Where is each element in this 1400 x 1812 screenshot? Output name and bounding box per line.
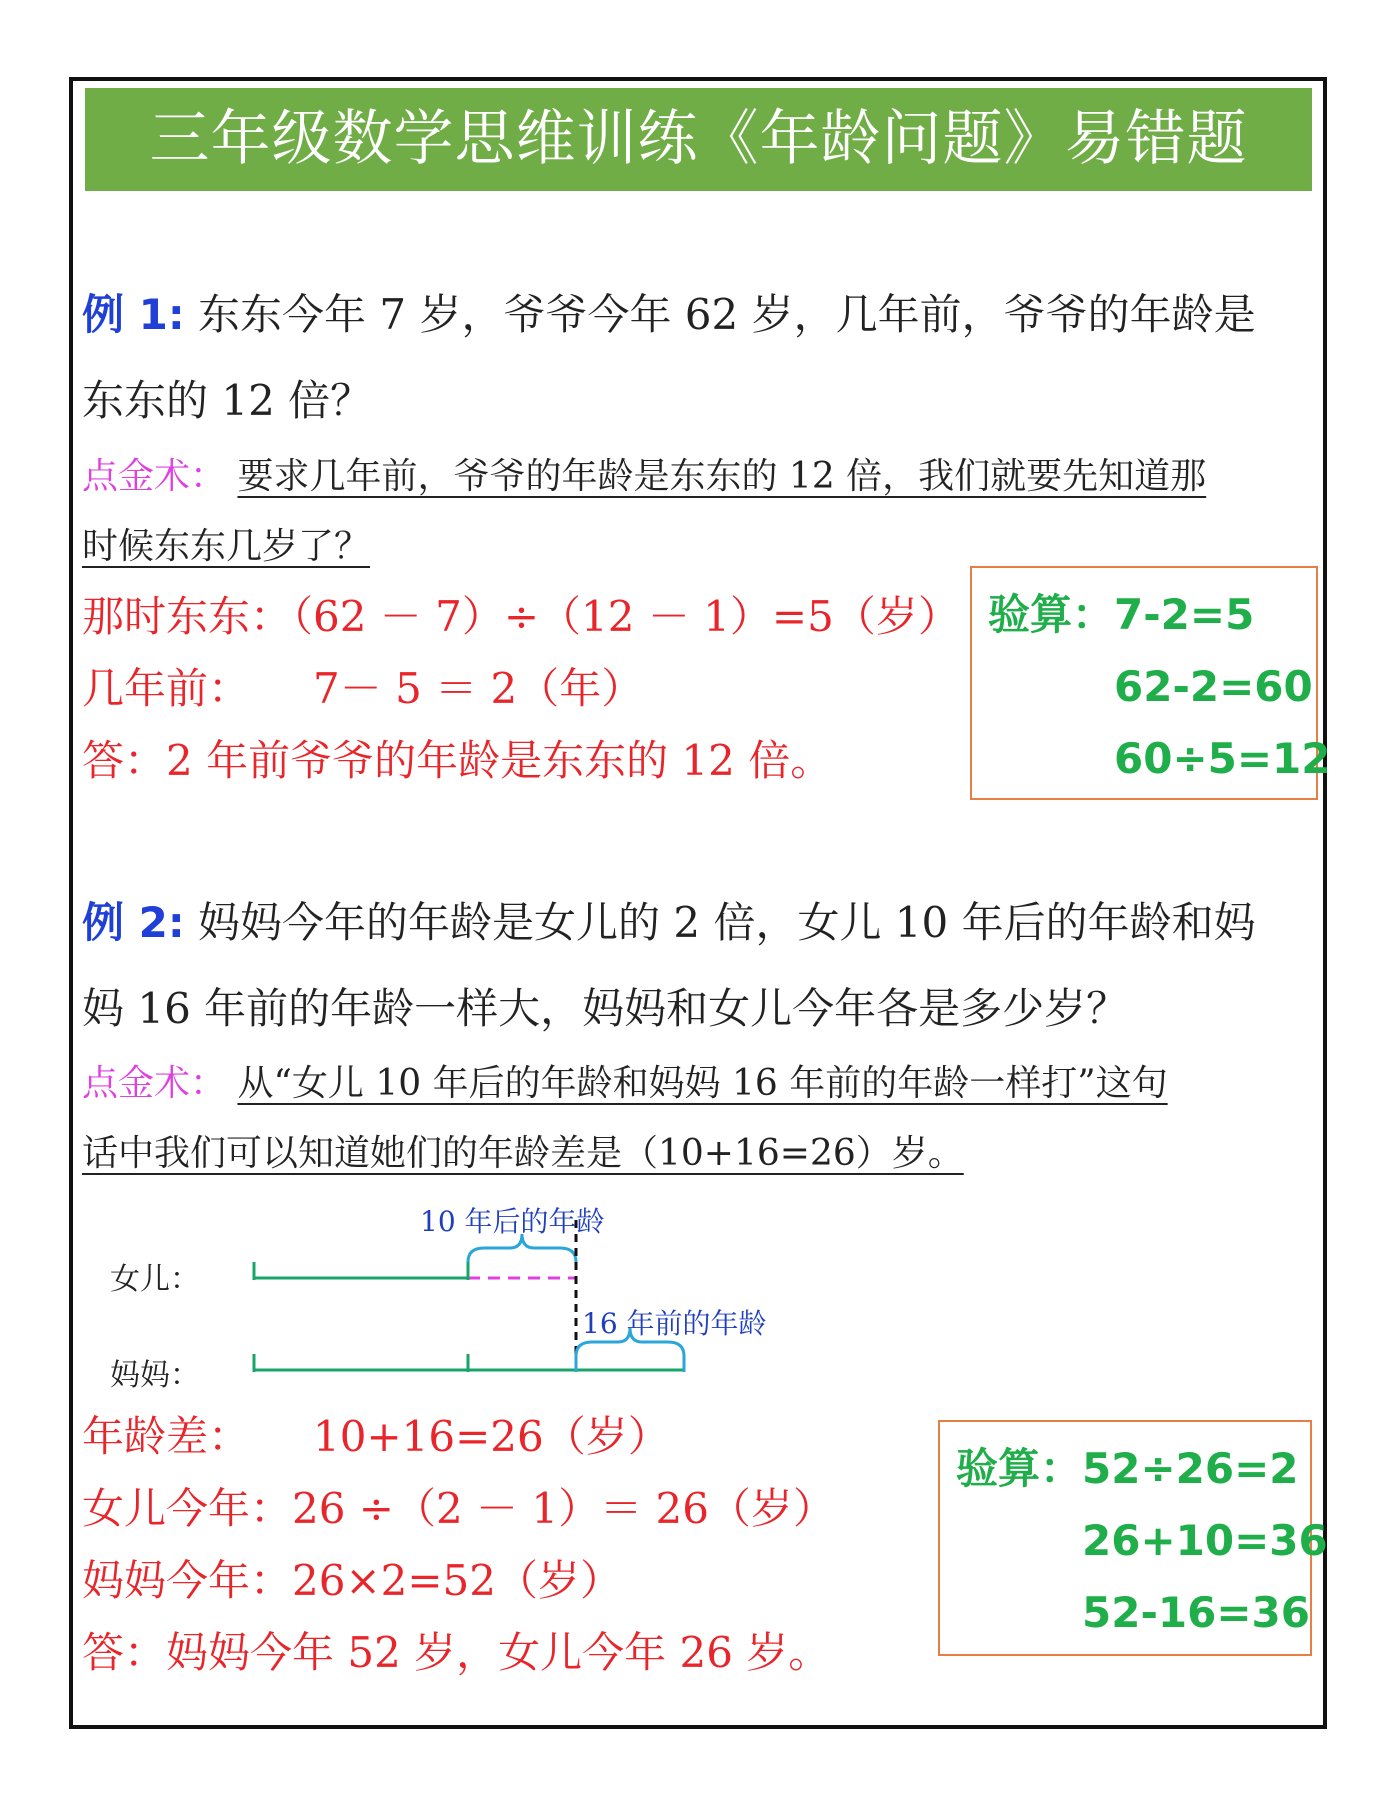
example1-check-1: 7-2=5 (1114, 590, 1255, 639)
example1-check-label: 验算： (988, 590, 1115, 639)
example2-label: 例 2: (82, 898, 185, 947)
example1-solution-step2: 几年前： 7－ 5 ＝ 2（年） (82, 664, 644, 713)
example2-tip-text: 从“女儿 10 年后的年龄和妈妈 16 年前的年龄一样打”这句 (237, 1063, 1168, 1104)
mother-label: 妈妈： (110, 1358, 200, 1393)
example1-tip-label: 点金术： (82, 456, 227, 497)
example1-tip-line2 (82, 525, 370, 568)
example2-tip-line1 (82, 1062, 1168, 1105)
before-age-label: 16 年前的年龄 (582, 1307, 767, 1340)
example2-check-2: 26+10=36 (1082, 1516, 1328, 1565)
example1-check-3: 60÷5=12 (1114, 734, 1331, 783)
example2-solution-step2: 女儿今年：26 ÷（2 － 1）＝ 26（岁） (82, 1484, 835, 1533)
example1-question-line2: 东东的 12 倍？ (82, 376, 373, 425)
example2-tip-text2: 话中我们可以知道她们的年龄差是（10+16=26）岁。 (82, 1133, 964, 1174)
example2-check-label: 验算： (956, 1444, 1083, 1493)
example2-answer: 答：妈妈今年 52 岁，女儿今年 26 岁。 (82, 1628, 831, 1677)
mother-segment (254, 1354, 684, 1372)
example2-question-text: 妈妈今年的年龄是女儿的 2 倍，女儿 10 年后的年龄和妈 (198, 898, 1256, 947)
example1-solution-step1: 那时东东：（62 － 7）÷（12 － 1）=5（岁） (82, 592, 960, 641)
example2-check-box (938, 1420, 1328, 1656)
example2-question-line1 (82, 898, 1256, 948)
example1-tip-line1 (82, 455, 1206, 498)
example1-label: 例 1: (82, 290, 185, 339)
example1-answer: 答：2 年前爷爷的年龄是东东的 12 倍。 (82, 736, 833, 785)
example1-tip-text2: 时候东东几岁了？ (82, 526, 371, 567)
example2-solution-step1: 年龄差： 10+16=26（岁） (82, 1412, 670, 1461)
example1-question-line1 (82, 290, 1256, 340)
example2-check-1: 52÷26=2 (1082, 1444, 1299, 1493)
example2-tip-line2 (82, 1132, 964, 1175)
example1-check-box (970, 566, 1331, 800)
page-title: 三年级数学思维训练《年龄问题》易错题 (85, 88, 1312, 191)
example2-solution-step3: 妈妈今年：26×2=52（岁） (82, 1556, 622, 1605)
example2-tip-label: 点金术： (82, 1063, 227, 1104)
example2-question-line2: 妈 16 年前的年龄一样大，妈妈和女儿今年各是多少岁？ (82, 984, 1129, 1033)
example1-check-2: 62-2=60 (1114, 662, 1313, 711)
example2-check-3: 52-16=36 (1082, 1588, 1310, 1637)
example1-question-text: 东东今年 7 岁，爷爷今年 62 岁，几年前，爷爷的年龄是 (198, 290, 1256, 339)
daughter-label: 女儿： (110, 1262, 200, 1297)
example1-tip-text: 要求几年前，爷爷的年龄是东东的 12 倍，我们就要先知道那 (237, 456, 1207, 497)
after-age-label: 10 年后的年龄 (420, 1205, 605, 1238)
daughter-segment (254, 1262, 576, 1280)
